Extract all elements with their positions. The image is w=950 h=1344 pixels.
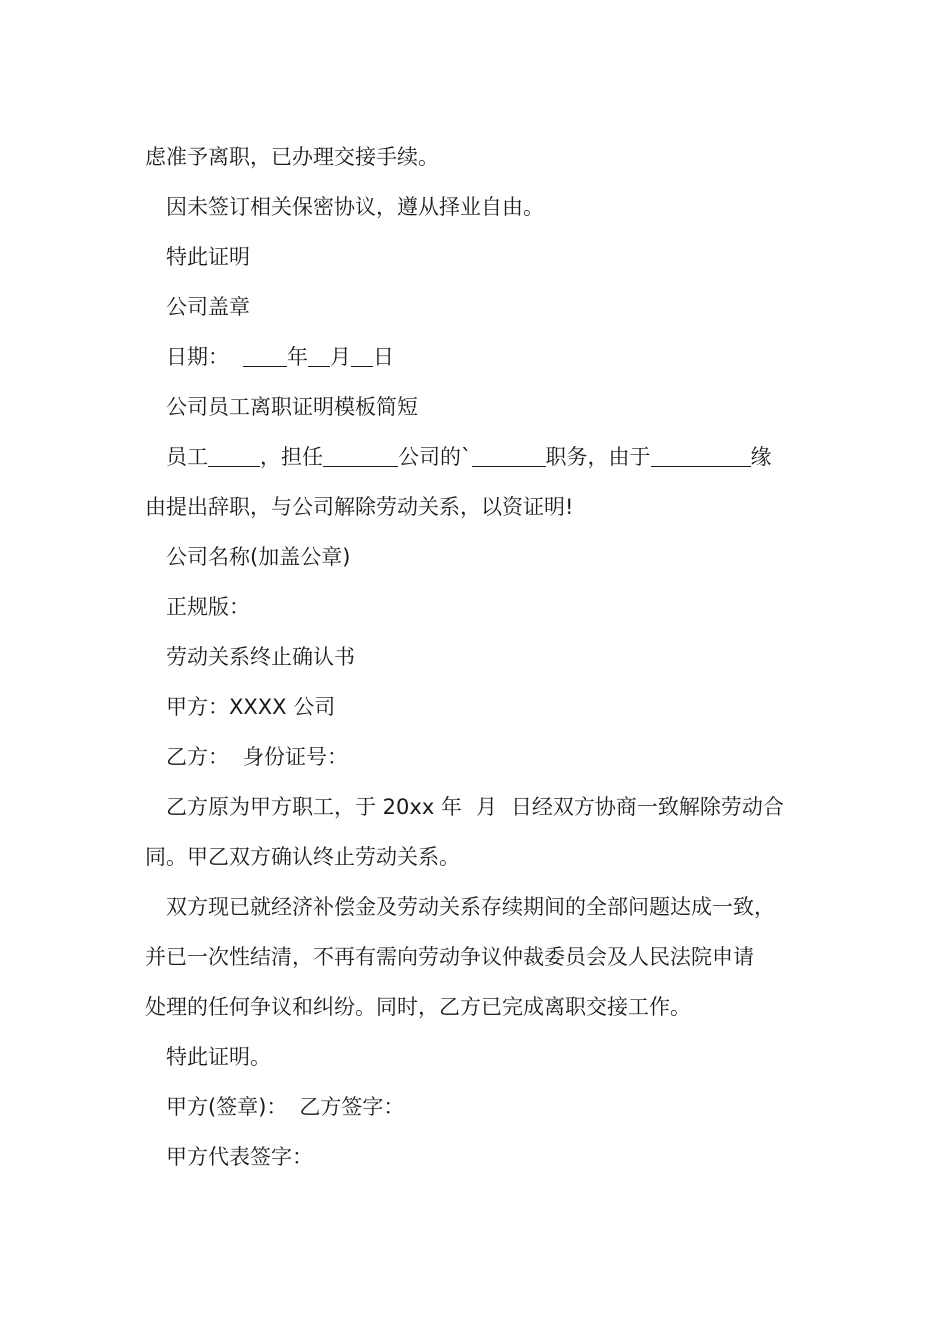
id-number-label: 身份证号： [243,745,348,769]
paragraph-line: 双方现已就经济补偿金及劳动关系存续期间的全部问题达成一致， [166,895,775,919]
paragraph-line: 并已一次性结清，不再有需向劳动争议仲裁委员会及人民法院申请 [145,945,754,969]
employee-line [145,432,835,482]
document-body [145,132,835,1182]
paragraph-fragment: 日经双方协商一致解除劳动合 [510,795,784,819]
party-a-line: 甲方：XXXX 公司 [166,695,336,719]
position-label: ，担任 [260,445,323,469]
party-b-sign-label: 乙方签字： [299,1095,405,1119]
section-heading: 劳动关系终止确认书 [166,645,355,669]
year-blank [243,346,287,367]
reason-tail: 缘 [750,445,772,469]
month-blank [308,346,330,367]
date-label: 日期： [166,345,229,369]
party-b-label: 乙方： [166,745,229,769]
paragraph-fragment: 月 [475,795,497,819]
paragraph-line: 正规版： [166,595,250,619]
paragraph-line [145,782,835,832]
reason-label: 职务，由于 [545,445,651,469]
year-text: 年 [287,345,308,369]
paragraph-line: 虑准予离职，已办理交接手续。 [145,145,439,169]
employee-label: 员工 [166,445,208,469]
paragraph-line: 公司名称(加盖公章) [166,545,351,569]
paragraph-line: 特此证明 [166,245,250,269]
company-blank [323,446,398,467]
representative-sign-line: 甲方代表签字： [166,1145,313,1169]
paragraph-line: 特此证明。 [166,1045,271,1069]
month-text: 月 [330,345,351,369]
paragraph-line: 同。甲乙双方确认终止劳动关系。 [145,845,460,869]
party-b-line [145,732,835,782]
paragraph-line: 公司盖章 [166,295,250,319]
paragraph-fragment: 乙方原为甲方职工，于 20xx 年 [166,795,462,819]
employee-name-blank [208,446,260,467]
job-blank [472,446,546,467]
party-a-seal-label: 甲方(签章)： [166,1095,288,1119]
day-blank [351,346,373,367]
day-text: 日 [373,345,394,369]
paragraph-line: 由提出辞职，与公司解除劳动关系，以资证明! [145,495,574,519]
date-line [145,332,835,382]
reason-blank [651,446,751,467]
signature-line [145,1082,835,1132]
section-heading: 公司员工离职证明模板简短 [166,395,418,419]
paragraph-line: 因未签订相关保密协议，遵从择业自由。 [166,195,544,219]
paragraph-line: 处理的任何争议和纠纷。同时，乙方已完成离职交接工作。 [145,995,691,1019]
company-label: 公司的` [398,445,472,469]
